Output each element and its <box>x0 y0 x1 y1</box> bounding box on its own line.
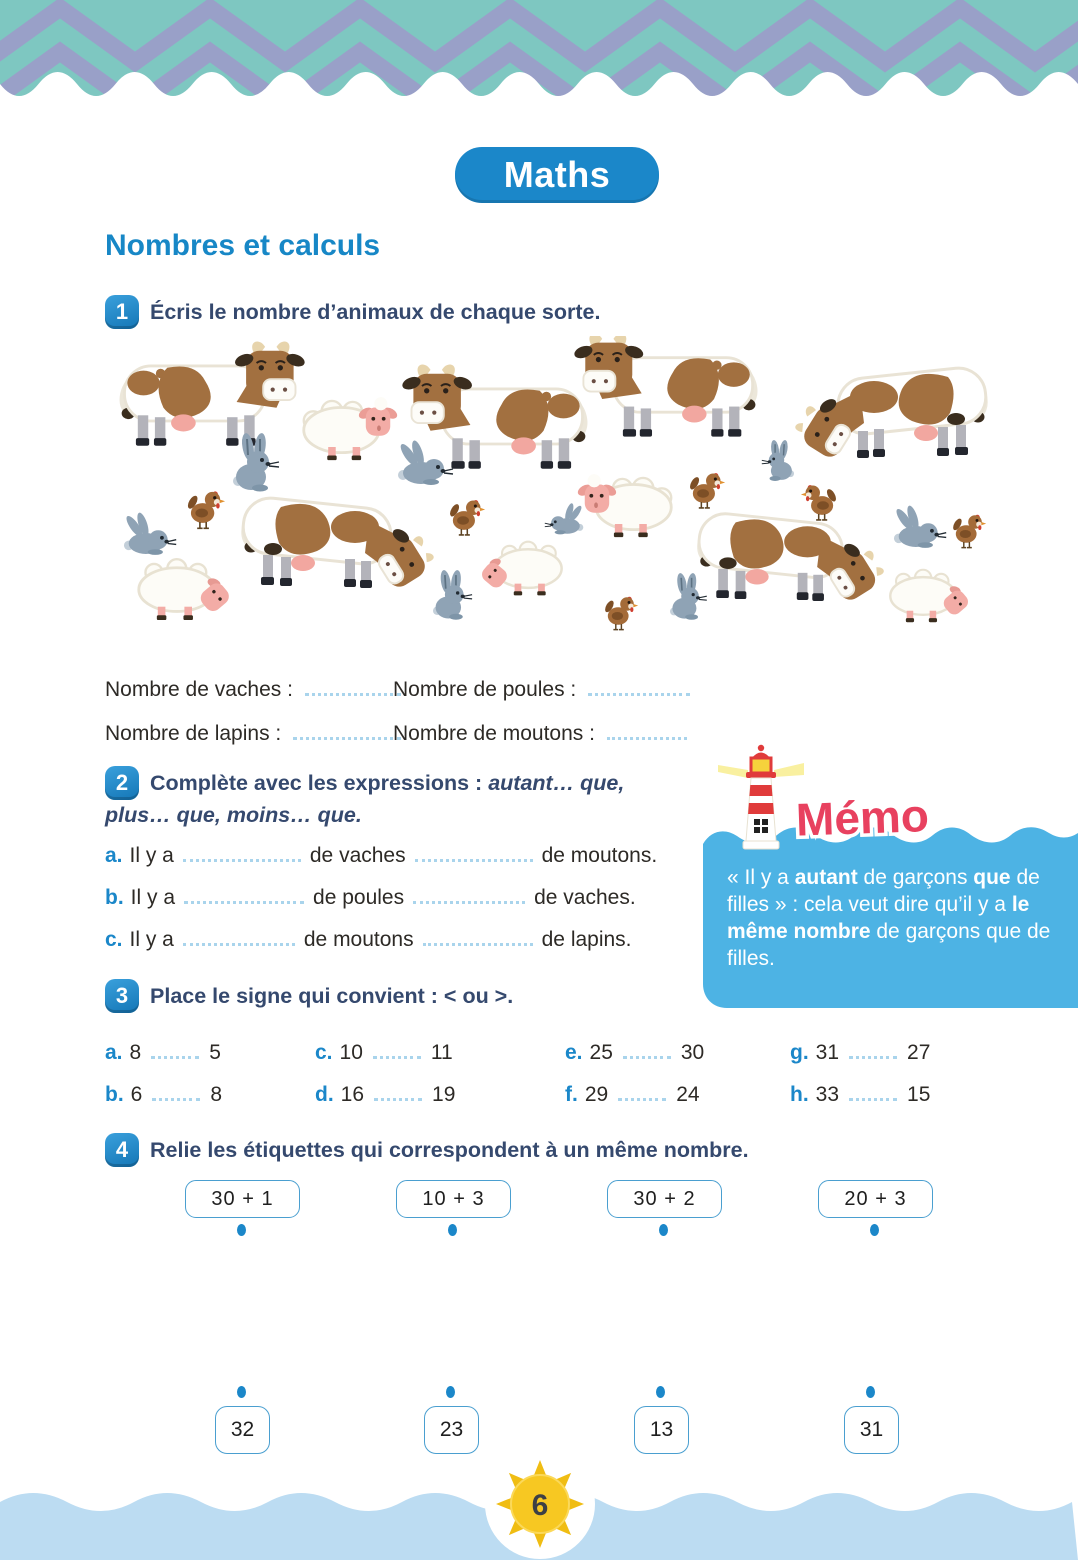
exercise2-item-a: a. Il y a de vaches de moutons. <box>105 844 658 867</box>
cow <box>790 365 988 461</box>
compare-item-f: f. 29 24 <box>565 1083 700 1106</box>
answer-dots[interactable] <box>373 1040 421 1059</box>
rabbit <box>762 439 794 480</box>
chicken <box>951 515 986 548</box>
connector-dot[interactable] <box>446 1386 455 1398</box>
rabbit <box>398 439 453 485</box>
exercise3-badge: 3 <box>105 979 139 1013</box>
connector-dot[interactable] <box>237 1386 246 1398</box>
connector-dot[interactable] <box>237 1224 246 1236</box>
chicken <box>186 491 225 528</box>
answer-dots[interactable] <box>849 1040 897 1059</box>
sheep <box>304 397 399 460</box>
rabbit <box>545 502 584 534</box>
answer-dots[interactable] <box>607 721 687 740</box>
exercise2-title-line2: plus… que, moins… que. <box>105 803 362 827</box>
memo-text: « Il y a autant de garçons que de filles » : cela veut dire qu’il y a le même nombre de garçons que de filles. <box>727 866 1051 970</box>
subject-label: Maths <box>503 154 611 195</box>
chicken <box>448 500 485 535</box>
answer-dots[interactable] <box>183 927 295 946</box>
sheep <box>576 474 671 537</box>
answer-dots[interactable] <box>184 885 304 904</box>
chicken <box>603 597 638 630</box>
exercise4-badge: 4 <box>105 1133 139 1167</box>
compare-item-a: a. 8 5 <box>105 1041 221 1064</box>
answer-dots[interactable] <box>183 843 301 862</box>
cow <box>122 342 307 446</box>
cow <box>241 495 439 591</box>
rabbit <box>233 432 279 491</box>
connector-dot[interactable] <box>656 1386 665 1398</box>
count-line-poules: Nombre de poules : <box>393 677 690 702</box>
cow <box>573 336 756 437</box>
exercise4-title: Relie les étiquettes qui correspondent à un même nombre. <box>150 1138 749 1162</box>
answer-dots[interactable] <box>293 721 401 740</box>
exercise3-title: Place le signe qui convient : < ou >. <box>150 984 514 1008</box>
rabbit <box>894 504 946 547</box>
number-box[interactable]: 23 <box>424 1406 479 1454</box>
sheep <box>890 570 972 622</box>
compare-item-h: h. 33 15 <box>790 1083 931 1106</box>
subject-pill <box>455 147 659 203</box>
rabbit <box>670 572 707 619</box>
compare-item-b: b. 6 8 <box>105 1083 223 1106</box>
exercise2-item-c: c. Il y a de moutons de lapins. <box>105 928 632 951</box>
count-line-moutons: Nombre de moutons : <box>393 721 687 746</box>
sheep <box>477 542 561 596</box>
answer-dots[interactable] <box>151 1040 199 1059</box>
tag-box[interactable]: 10 + 3 <box>396 1180 511 1218</box>
compare-item-c: c. 10 11 <box>315 1041 453 1064</box>
tag-box[interactable]: 30 + 1 <box>185 1180 300 1218</box>
number-box[interactable]: 32 <box>215 1406 270 1454</box>
number-box[interactable]: 31 <box>844 1406 899 1454</box>
sheep <box>139 559 234 620</box>
page-number: 6 <box>531 1489 549 1522</box>
farm-animals-illustration <box>92 336 992 646</box>
cow <box>696 511 888 604</box>
tag-box[interactable]: 20 + 3 <box>818 1180 933 1218</box>
answer-dots[interactable] <box>413 885 525 904</box>
count-line-vaches: Nombre de vaches : <box>105 677 401 702</box>
page-title: Nombres et calculs <box>105 229 381 262</box>
rabbit <box>124 511 176 554</box>
connector-dot[interactable] <box>870 1224 879 1236</box>
answer-dots[interactable] <box>849 1082 897 1101</box>
header-decoration <box>0 0 1078 104</box>
connector-dot[interactable] <box>866 1386 875 1398</box>
answer-dots[interactable] <box>374 1082 422 1101</box>
exercise1-title: Écris le nombre d’animaux de chaque sorte. <box>150 300 601 324</box>
answer-dots[interactable] <box>618 1082 666 1101</box>
answer-dots[interactable] <box>152 1082 200 1101</box>
compare-item-e: e. 25 30 <box>565 1041 705 1064</box>
exercise2-title: Complète avec les expressions : autant… que, <box>150 771 625 795</box>
answer-dots[interactable] <box>588 677 690 696</box>
exercise2-badge: 2 <box>105 766 139 800</box>
connector-dot[interactable] <box>448 1224 457 1236</box>
rabbit <box>433 569 472 619</box>
memo-title-text: Mémo <box>795 789 930 846</box>
footer-decoration <box>0 1440 1078 1560</box>
compare-item-g: g. 31 27 <box>790 1041 931 1064</box>
exercise1-badge: 1 <box>105 295 139 329</box>
number-box[interactable]: 13 <box>634 1406 689 1454</box>
answer-dots[interactable] <box>415 843 533 862</box>
compare-item-d: d. 16 19 <box>315 1083 456 1106</box>
cow <box>401 365 586 469</box>
count-line-lapins: Nombre de lapins : <box>105 721 401 746</box>
connector-dot[interactable] <box>659 1224 668 1236</box>
answer-dots[interactable] <box>623 1040 671 1059</box>
answer-dots[interactable] <box>305 677 401 696</box>
chicken <box>688 473 725 508</box>
sun-icon <box>496 1460 584 1548</box>
tag-box[interactable]: 30 + 2 <box>607 1180 722 1218</box>
memo-title <box>788 788 958 850</box>
answer-dots[interactable] <box>423 927 533 946</box>
chicken <box>801 485 838 520</box>
exercise2-item-b: b. Il y a de poules de vaches. <box>105 886 636 909</box>
